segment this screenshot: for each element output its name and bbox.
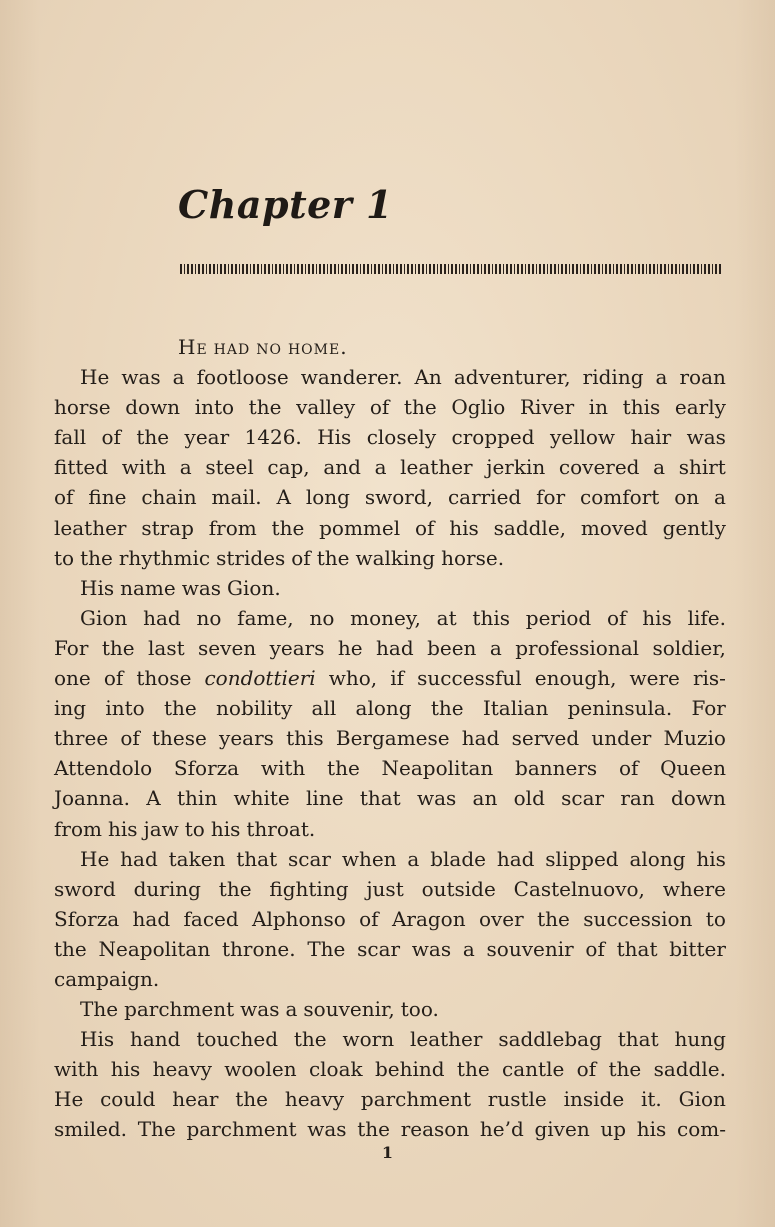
word: was: [411, 936, 452, 961]
word: bitter: [669, 936, 726, 961]
word: strides: [216, 545, 286, 570]
word: shirt: [678, 455, 726, 480]
word: seven: [198, 635, 257, 660]
text-line: [54, 753, 726, 783]
word: a: [374, 455, 387, 480]
word: Bergamese: [335, 726, 450, 751]
word: Sforza: [54, 906, 120, 931]
word: that: [616, 936, 658, 961]
word: a: [462, 936, 475, 961]
word: was: [307, 1117, 347, 1142]
word: a: [179, 455, 192, 480]
word: rustle: [487, 1087, 547, 1112]
word: His: [80, 1027, 115, 1052]
text-line: [54, 814, 726, 844]
word: He: [80, 846, 110, 871]
body-text: [54, 332, 726, 1145]
word: line: [306, 786, 344, 811]
word: taken: [168, 846, 226, 871]
word: of: [576, 1057, 597, 1082]
word: the: [271, 515, 305, 540]
word: was: [240, 997, 280, 1022]
word: year: [184, 425, 230, 450]
word: could: [100, 1087, 156, 1112]
word: parchment: [186, 1117, 297, 1142]
word: of: [103, 666, 124, 691]
word: slipped: [545, 846, 619, 871]
word: the: [101, 635, 135, 660]
word: with: [260, 756, 306, 781]
text-line: [54, 904, 726, 934]
word: Gion: [678, 1087, 726, 1112]
word: 1426.: [244, 425, 302, 450]
text-line: [54, 543, 726, 573]
word: fame,: [237, 605, 294, 630]
word: his: [107, 816, 138, 841]
word: the: [293, 1027, 327, 1052]
word: moved: [580, 515, 648, 540]
word: sword: [54, 876, 116, 901]
word: had: [461, 726, 500, 751]
word: enough,: [534, 666, 617, 691]
word: given: [534, 1117, 590, 1142]
word: the: [136, 425, 170, 450]
word: a: [407, 846, 420, 871]
word: Joanna.: [54, 786, 131, 811]
word: it.: [640, 1087, 662, 1112]
text-line: [54, 663, 726, 693]
word: on: [674, 485, 700, 510]
word: a: [653, 455, 666, 480]
word: fighting: [269, 876, 349, 901]
word: horse.: [441, 545, 505, 570]
word: yellow: [549, 425, 616, 450]
word: leather: [409, 1027, 483, 1052]
text-line: [54, 1054, 726, 1084]
word: For: [54, 635, 89, 660]
word: woolen: [224, 1057, 297, 1082]
word: home.: [287, 335, 348, 359]
word: souvenir: [486, 936, 574, 961]
chapter-ornament-rule: [180, 264, 722, 274]
word: saddlebag: [498, 1027, 602, 1052]
word: the: [327, 756, 360, 781]
word: The: [80, 997, 119, 1022]
word: cantle: [502, 1057, 565, 1082]
word: that: [617, 1027, 659, 1052]
word: Queen: [660, 756, 726, 781]
word: ran: [620, 786, 655, 811]
word: in: [588, 395, 609, 420]
text-line: [54, 603, 726, 633]
word: outside: [421, 876, 496, 901]
word: years: [219, 726, 274, 751]
word: the: [608, 1057, 642, 1082]
word: gently: [662, 515, 726, 540]
word: life.: [687, 605, 726, 630]
word: this: [472, 605, 510, 630]
word: reason: [400, 1117, 470, 1142]
word: comfort: [580, 485, 660, 510]
word: the: [248, 395, 282, 420]
word: had: [143, 605, 181, 630]
word: an: [472, 786, 498, 811]
word: old: [513, 786, 545, 811]
word: An: [414, 365, 442, 390]
word: leather: [400, 455, 473, 480]
word: condottieri: [204, 666, 316, 691]
word: behind: [374, 1057, 445, 1082]
word: the: [218, 876, 252, 901]
word: had: [376, 635, 414, 660]
word: down: [125, 395, 181, 420]
word: closely: [366, 425, 437, 450]
word: saddle.: [653, 1057, 726, 1082]
word: no: [256, 335, 282, 359]
word: fall: [54, 425, 87, 450]
word: parchment: [360, 1087, 471, 1112]
word: into: [105, 696, 145, 721]
word: throne.: [221, 936, 296, 961]
word: pommel: [319, 515, 401, 540]
word: heavy: [284, 1087, 345, 1112]
word: for: [536, 485, 566, 510]
word: The: [307, 936, 346, 961]
word: his: [110, 1057, 141, 1082]
word: had: [132, 906, 171, 931]
text-line: [54, 693, 726, 723]
word: roan: [679, 365, 726, 390]
word: Neapolitan: [381, 756, 494, 781]
word: For: [691, 696, 726, 721]
word: Oglio: [451, 395, 506, 420]
word: A: [146, 786, 161, 811]
word: His: [317, 425, 352, 450]
word: his: [449, 515, 479, 540]
word: the: [537, 906, 570, 931]
word: a: [714, 485, 726, 510]
word: of: [359, 906, 379, 931]
word: wanderer.: [300, 365, 403, 390]
text-line: [54, 452, 726, 482]
word: campaign.: [54, 966, 160, 991]
word: He: [80, 365, 110, 390]
word: Muzio: [663, 726, 726, 751]
word: a: [489, 635, 502, 660]
word: early: [674, 395, 726, 420]
word: of: [54, 485, 74, 510]
word: banners: [515, 756, 598, 781]
word: had: [120, 846, 158, 871]
word: long: [305, 485, 350, 510]
word: He: [54, 1087, 84, 1112]
word: Gion: [80, 605, 128, 630]
word: covered: [558, 455, 640, 480]
word: to: [705, 906, 726, 931]
word: was: [416, 786, 457, 811]
word: to: [54, 545, 75, 570]
word: period: [525, 605, 592, 630]
word: his: [210, 816, 241, 841]
word: into: [194, 395, 235, 420]
word: of: [120, 726, 140, 751]
word: succession: [583, 906, 693, 931]
word: one: [54, 666, 91, 691]
word: three: [54, 726, 109, 751]
word: horse: [54, 395, 111, 420]
word: faced: [183, 906, 239, 931]
text-line: [54, 1114, 726, 1144]
word: riding: [582, 365, 644, 390]
word: Gion.: [227, 575, 281, 600]
word: ris-: [692, 666, 726, 691]
word: that: [359, 786, 401, 811]
word: his: [636, 1117, 667, 1142]
word: no: [309, 605, 335, 630]
word: too.: [400, 997, 439, 1022]
word: Sforza: [173, 756, 240, 781]
word: Alphonso: [252, 906, 346, 931]
word: was: [121, 365, 161, 390]
word: was: [181, 575, 222, 600]
word: He: [178, 335, 208, 359]
word: peninsula.: [567, 696, 673, 721]
word: Aragon: [391, 906, 466, 931]
word: the: [163, 696, 197, 721]
word: hear: [172, 1087, 219, 1112]
word: blade: [430, 846, 486, 871]
word: Italian: [482, 696, 549, 721]
text-line: [54, 482, 726, 512]
word: over: [478, 906, 524, 931]
word: jaw: [143, 816, 179, 841]
word: walking: [355, 545, 436, 570]
word: adventurer,: [453, 365, 571, 390]
text-line: [54, 874, 726, 904]
word: that: [236, 846, 278, 871]
word: jerkin: [486, 455, 546, 480]
word: had: [213, 335, 251, 359]
word: hand: [129, 1027, 181, 1052]
word: valley: [296, 395, 356, 420]
word: of: [291, 545, 311, 570]
word: along: [355, 696, 412, 721]
word: rhythmic: [118, 545, 211, 570]
word: Attendolo: [54, 756, 153, 781]
word: ing: [54, 696, 87, 721]
word: soldier,: [652, 635, 726, 660]
word: he: [337, 635, 363, 660]
text-line: [54, 1024, 726, 1054]
word: a: [285, 997, 298, 1022]
word: down: [671, 786, 726, 811]
word: of: [101, 425, 121, 450]
word: was: [686, 425, 726, 450]
word: His: [80, 575, 115, 600]
word: the: [54, 936, 87, 961]
word: footloose: [196, 365, 289, 390]
word: hair: [630, 425, 672, 450]
word: the: [316, 545, 350, 570]
word: River: [519, 395, 575, 420]
word: the: [430, 696, 464, 721]
word: scar: [288, 846, 331, 871]
word: scar: [357, 936, 401, 961]
word: his: [642, 605, 672, 630]
word: A: [276, 485, 291, 510]
text-line: [54, 332, 726, 362]
word: souvenir,: [303, 997, 395, 1022]
word: no: [196, 605, 222, 630]
text-line: [54, 392, 726, 422]
word: throat.: [246, 816, 316, 841]
word: the: [357, 1117, 391, 1142]
word: were: [629, 666, 680, 691]
word: his: [696, 846, 726, 871]
word: at: [436, 605, 457, 630]
word: hung: [674, 1027, 726, 1052]
word: professional: [515, 635, 640, 660]
word: of: [414, 515, 435, 540]
word: strap: [141, 515, 194, 540]
text-line: [54, 783, 726, 813]
chapter-title: Chapter 1: [178, 182, 393, 227]
word: all: [311, 696, 337, 721]
word: sword,: [364, 485, 434, 510]
word: a: [655, 365, 668, 390]
text-line: [54, 844, 726, 874]
word: cap,: [267, 455, 310, 480]
word: money,: [350, 605, 421, 630]
page-number: 1: [381, 1143, 394, 1162]
word: who,: [328, 666, 378, 691]
word: the: [456, 1057, 490, 1082]
word: a: [172, 365, 185, 390]
word: last: [148, 635, 185, 660]
word: chain: [141, 485, 197, 510]
text-line: [54, 994, 726, 1024]
word: nobility: [216, 696, 293, 721]
word: with: [54, 1057, 99, 1082]
word: cloak: [308, 1057, 363, 1082]
word: touched: [196, 1027, 279, 1052]
word: Castelnuovo,: [513, 876, 645, 901]
word: to: [184, 816, 205, 841]
word: the: [403, 395, 437, 420]
word: successful: [417, 666, 522, 691]
text-line: [54, 1084, 726, 1114]
word: when: [341, 846, 397, 871]
word: had: [496, 846, 535, 871]
word: name: [120, 575, 176, 600]
text-line: [54, 934, 726, 964]
word: with: [121, 455, 167, 480]
word: thin: [177, 786, 218, 811]
word: carried: [447, 485, 522, 510]
word: of: [607, 605, 627, 630]
word: and: [323, 455, 361, 480]
word: of: [369, 395, 390, 420]
word: com-: [677, 1117, 726, 1142]
text-line: [54, 633, 726, 663]
word: this: [622, 395, 661, 420]
word: the: [80, 545, 113, 570]
word: the: [235, 1087, 269, 1112]
word: just: [366, 876, 404, 901]
word: smiled.: [54, 1117, 128, 1142]
word: if: [390, 666, 405, 691]
text-line: [54, 513, 726, 543]
word: heavy: [152, 1057, 212, 1082]
word: from: [208, 515, 257, 540]
word: mail.: [211, 485, 262, 510]
text-line: [54, 964, 726, 994]
word: of: [618, 756, 639, 781]
word: scar: [561, 786, 605, 811]
text-line: [54, 422, 726, 452]
word: worn: [342, 1027, 395, 1052]
word: under: [591, 726, 652, 751]
word: leather: [54, 515, 127, 540]
word: inside: [563, 1087, 625, 1112]
word: years: [269, 635, 325, 660]
word: fine: [88, 485, 127, 510]
word: these: [151, 726, 207, 751]
word: along: [629, 846, 686, 871]
word: white: [233, 786, 290, 811]
word: fitted: [54, 455, 109, 480]
word: saddle,: [493, 515, 567, 540]
word: Neapolitan: [98, 936, 211, 961]
word: The: [137, 1117, 176, 1142]
word: he’d: [479, 1117, 524, 1142]
text-line: [54, 573, 726, 603]
word: those: [136, 666, 192, 691]
text-line: [54, 723, 726, 753]
word: from: [54, 816, 102, 841]
word: up: [600, 1117, 627, 1142]
word: this: [286, 726, 324, 751]
word: served: [511, 726, 580, 751]
word: of: [585, 936, 605, 961]
word: cropped: [451, 425, 535, 450]
word: where: [662, 876, 726, 901]
text-line: [54, 362, 726, 392]
word: during: [133, 876, 201, 901]
word: steel: [205, 455, 254, 480]
word: been: [427, 635, 477, 660]
word: parchment: [124, 997, 235, 1022]
